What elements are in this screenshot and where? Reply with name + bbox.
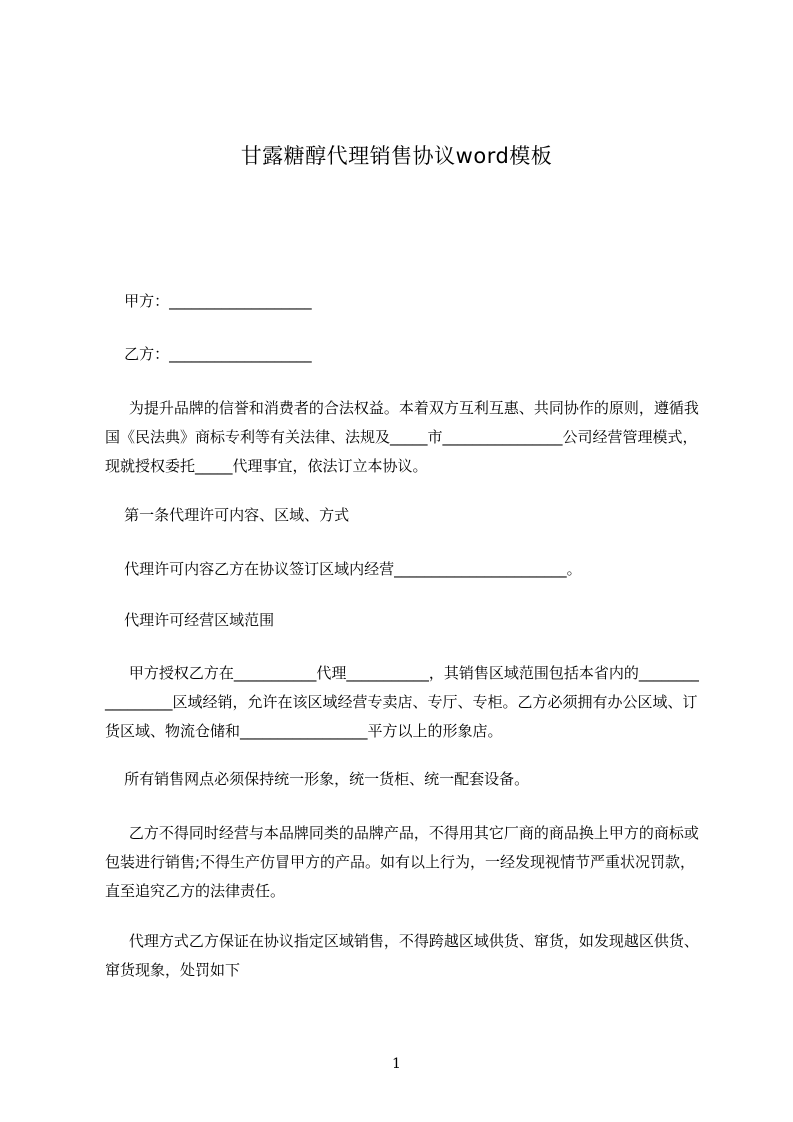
unified-image-paragraph: 所有销售网点必须保持统一形象，统一货柜、统一配套设备。 bbox=[105, 770, 530, 788]
exclusivity-paragraph: 乙方不得同时经营与本品牌同类的品牌产品，不得用其它厂商的商品换上甲方的商标或包装进行销售;不得生产仿冒甲方的产品。如有以上行为，一经发现视情节严重状况罚款，直至追究乙方的法律责任。 bbox=[105, 824, 699, 900]
agency-method-paragraph: 代理方式乙方保证在协议指定区域销售，不得跨越区域供货、窜货，如发现越区供货、窜货现象，处罚如下 bbox=[105, 932, 699, 979]
page-number: 1 bbox=[392, 1056, 401, 1072]
license-area-paragraph: 甲方授权乙方在___________代理___________，其销售区域范围包括本省内的_________________区域经销，允许在该区域经营专卖店、专厅、专柜。乙方必须拥有办公区域、订货区域、物流仓储和_________________平方以上的形象店。 bbox=[105, 664, 699, 740]
license-area-heading: 代理许可经营区域范围 bbox=[105, 611, 275, 629]
article-1-heading: 第一条代理许可内容、区域、方式 bbox=[105, 506, 350, 524]
license-content-paragraph: 代理许可内容乙方在协议签订区域内经营_______________________。 bbox=[105, 560, 582, 578]
party-a-line: 甲方：___________________ bbox=[105, 292, 312, 310]
party-b-line: 乙方：___________________ bbox=[105, 345, 312, 363]
document-title: 甘露糖醇代理销售协议word模板 bbox=[240, 144, 553, 168]
preamble-paragraph: 为提升品牌的信誉和消费者的合法权益。本着双方互利互惠、共同协作的原则，遵循我国《民法典》商标专利等有关法律、法规及_____市________________公司经营管理模式，现就授权委托_____代理事宜，依法订立本协议。 bbox=[105, 399, 699, 475]
